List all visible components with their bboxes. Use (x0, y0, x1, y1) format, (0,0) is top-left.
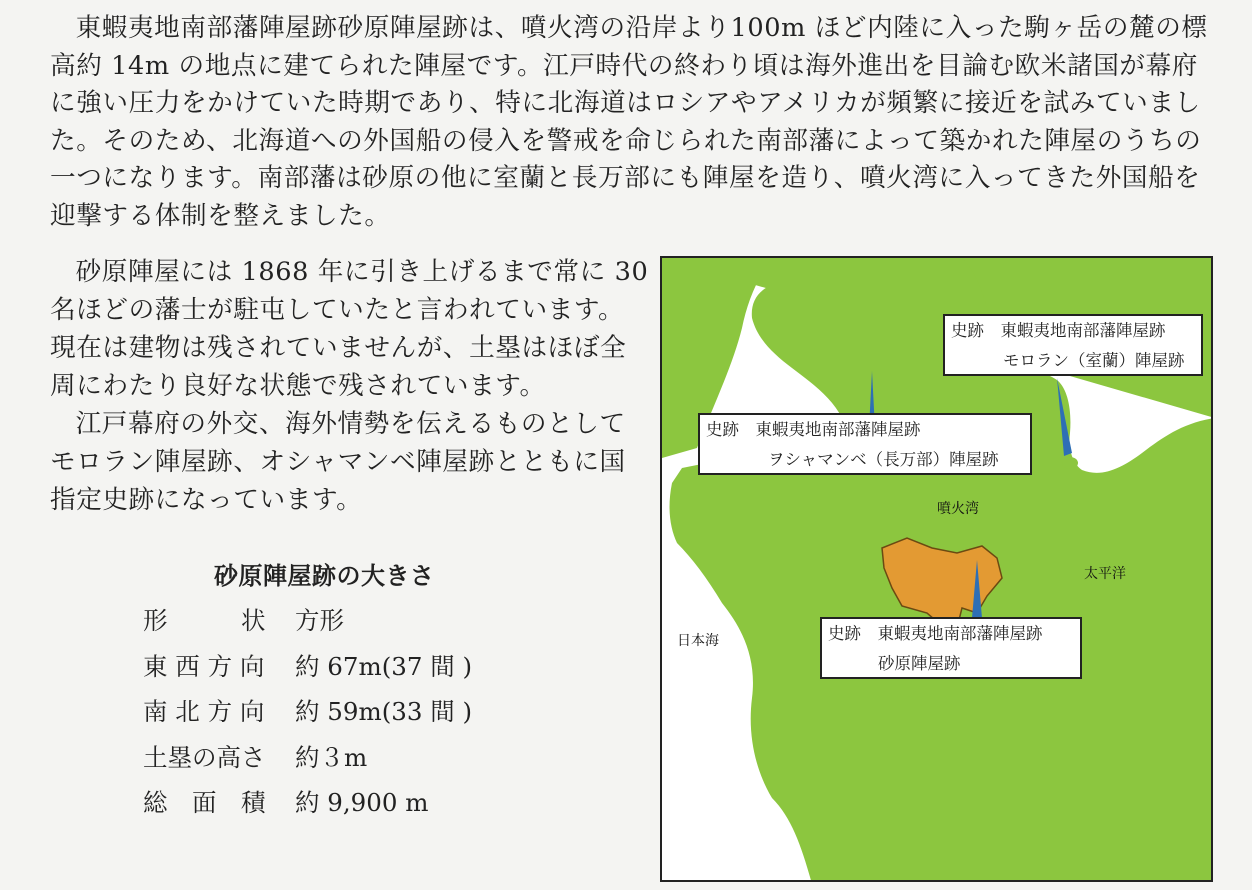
dimension-label: 東 西 方 向 (143, 651, 265, 681)
dimension-label: 形 状 (143, 606, 266, 635)
callout-line-2: ヲシャマンベ（長万部）陣屋跡 (768, 450, 999, 469)
dimension-label: 南 北 方 向 (143, 697, 265, 726)
dimension-value: 方形 (295, 606, 344, 635)
islet (1062, 457, 1078, 469)
dimensions-table (143, 598, 472, 826)
callout-line-2: モロラン（室蘭）陣屋跡 (1003, 351, 1185, 370)
garrison-paragraph: 砂原陣屋には 1868 年に引き上げるまで常に 30 名ほどの藩士が駐屯していたと言われています。現在は建物は残されていませんが、土塁はほぼ全周にわたり良好な状態で残されています。 (50, 257, 649, 401)
dimension-row (143, 644, 472, 690)
designation-paragraph: 江戸幕府の外交、海外情勢を伝えるものとしてモロラン陣屋跡、オシャマンベ陣屋跡とともに国指定史跡になっています。 (50, 409, 626, 515)
callout-line-1: 史跡 東蝦夷地南部藩陣屋跡 (828, 624, 1043, 643)
callout-oshamambe (698, 413, 1032, 475)
dimension-label: 総 面 積 (143, 788, 266, 817)
dimension-value: 約３m (295, 742, 368, 772)
callout-line-1: 史跡 東蝦夷地南部藩陣屋跡 (706, 420, 921, 439)
callout-sawara (820, 617, 1082, 679)
dimension-value: 約 9,900 m (295, 788, 429, 817)
dimension-value: 約 67m(37 間 ) (295, 651, 473, 681)
location-map (660, 256, 1213, 882)
callout-line-1: 史跡 東蝦夷地南部藩陣屋跡 (951, 321, 1166, 340)
dimension-value: 約 59m(33 間 ) (295, 697, 473, 726)
place-label-bay: 噴火湾 (937, 501, 979, 517)
dimension-row (143, 735, 472, 781)
dimension-label: 土塁の高さ (143, 742, 266, 772)
dimension-row (143, 689, 472, 735)
intro-paragraph: 東蝦夷地南部藩陣屋跡砂原陣屋跡は、噴火湾の沿岸より100m ほど内陸に入った駒ヶ岳の麓の標高約 14m の地点に建てられた陣屋です。江戸時代の終わり頃は海外進出を目論む欧米諸国が幕府に強い圧力をかけていた時期であり、特に北海道はロシアやアメリカが頻繁に接近を試みていました。そのため、北海道への外国船の侵入を警戒を命じられた南部藩によって築かれた陣屋のうちの一つになります。南部藩は砂原の他に室蘭と長万部にも陣屋を造り、噴火湾に入ってきた外国船を迎撃する体制を整えました。 (50, 13, 1208, 231)
callout-line-2: 砂原陣屋跡 (878, 654, 961, 673)
place-label-sea-of-japan: 日本海 (677, 633, 719, 649)
dimensions-title: 砂原陣屋跡の大きさ (214, 562, 435, 590)
dimension-row (143, 598, 472, 644)
dimension-row (143, 780, 472, 826)
callout-muroran (943, 314, 1203, 376)
place-label-pacific: 太平洋 (1084, 566, 1126, 582)
left-column (50, 253, 650, 519)
